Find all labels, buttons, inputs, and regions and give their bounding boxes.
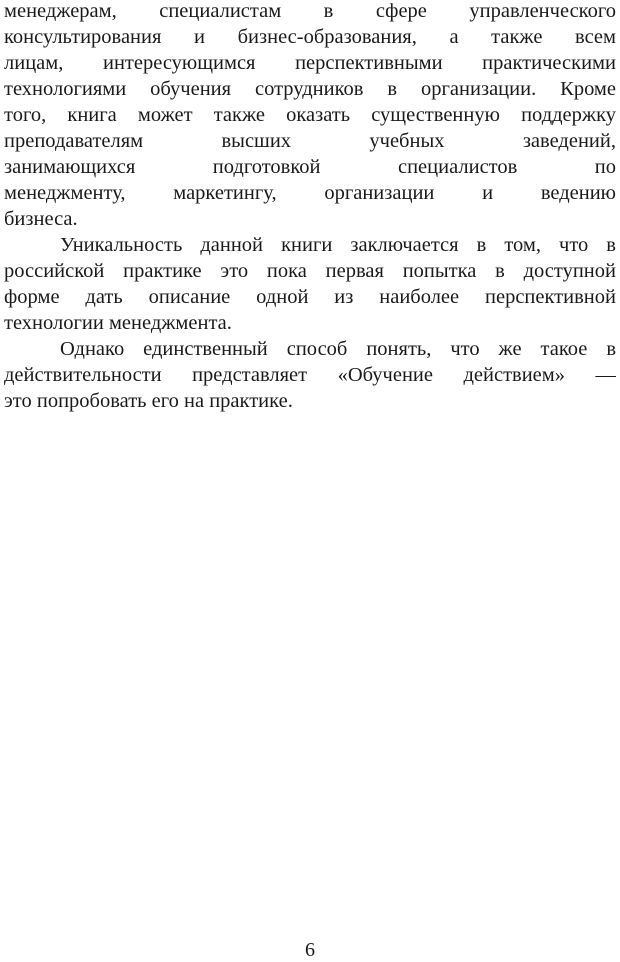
text-line: Уникальность данной книги заключается в том, что в bbox=[60, 234, 616, 256]
book-page-text bbox=[4, 0, 616, 414]
text-line: российской практике это пока первая попытка в доступной bbox=[4, 260, 616, 282]
text-line: Однако единственный способ понять, что же такое в bbox=[60, 338, 616, 360]
text-line: действительности представляет «Обучение действием» — bbox=[4, 364, 616, 386]
text-line: технологиями обучения сотрудников в организации. Кроме bbox=[4, 78, 616, 100]
paragraph bbox=[4, 336, 616, 414]
text-line: технологии менеджмента. bbox=[4, 312, 232, 334]
text-line: бизнеса. bbox=[4, 208, 78, 230]
text-line: менеджерам, специалистам в сфере управленческого bbox=[4, 0, 616, 22]
text-line: это попробовать его на практике. bbox=[4, 390, 293, 412]
paragraph bbox=[4, 232, 616, 336]
text-line: того, книга может также оказать существенную поддержку bbox=[4, 104, 616, 126]
paragraph bbox=[4, 0, 616, 232]
text-line: лицам, интересующимся перспективными практическими bbox=[4, 52, 616, 74]
text-line: консультирования и бизнес-образования, а также всем bbox=[4, 26, 616, 48]
text-line: занимающихся подготовкой специалистов по bbox=[4, 156, 616, 178]
page-number: 6 bbox=[305, 939, 315, 961]
text-line: менеджменту, маркетингу, организации и ведению bbox=[4, 182, 616, 204]
text-line: преподавателям высших учебных заведений, bbox=[4, 130, 616, 152]
text-line: форме дать описание одной из наиболее перспективной bbox=[4, 286, 616, 308]
